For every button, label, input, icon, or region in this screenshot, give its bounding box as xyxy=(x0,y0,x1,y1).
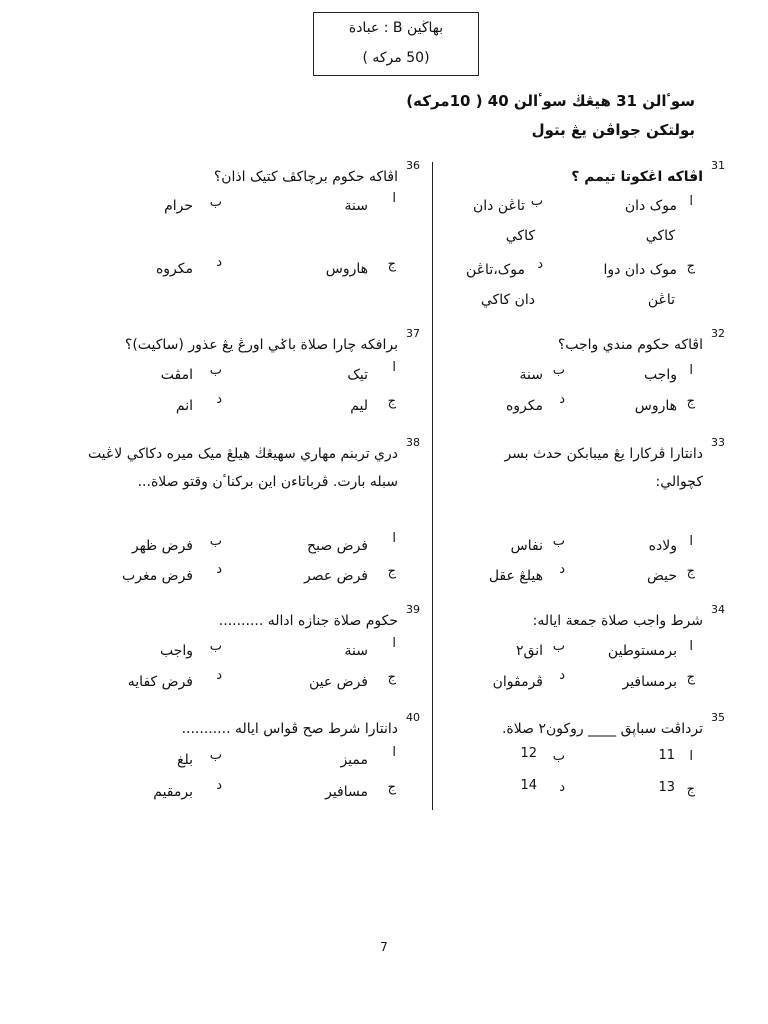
option-c: هاروس xyxy=(325,261,368,277)
option-letter-a: ا xyxy=(689,194,693,209)
option-c: 13 xyxy=(658,780,675,795)
option-c-cont: تاڠن xyxy=(647,292,675,308)
option-letter-d: د xyxy=(216,392,222,407)
option-c: ليم xyxy=(350,398,368,414)
section-title-box xyxy=(313,12,479,76)
option-letter-d: د xyxy=(559,780,565,795)
option-b: نفاس xyxy=(510,538,543,554)
option-a: سنة xyxy=(344,643,368,659)
option-letter-a: ا xyxy=(392,745,396,760)
option-a: مميز xyxy=(340,752,368,768)
question-stem: شرط واجب صلاة جمعة اياله: xyxy=(532,613,703,629)
option-a: برمستوطين xyxy=(607,643,677,659)
option-b-cont: کاکي xyxy=(505,228,535,244)
option-b: سنة xyxy=(519,367,543,383)
option-b: انق٢ xyxy=(516,643,543,659)
option-letter-a: ا xyxy=(689,363,693,378)
option-letter-d: د xyxy=(559,392,565,407)
option-d: انم xyxy=(175,398,193,414)
option-letter-a: ا xyxy=(689,639,693,654)
option-letter-c: ج xyxy=(387,257,396,272)
question-stem: اڤاکه حکوم مندي واجب؟ xyxy=(557,337,703,353)
option-d: فرض کفايه xyxy=(127,674,193,690)
question-number: 38 xyxy=(406,436,420,449)
option-d: 14 xyxy=(520,778,537,793)
option-a: تيک xyxy=(347,367,368,383)
option-b: واجب xyxy=(159,643,193,659)
question-number: 32 xyxy=(711,327,725,340)
option-letter-d: د xyxy=(537,257,543,272)
option-a: موک دان xyxy=(624,198,677,214)
option-letter-c: ج xyxy=(686,259,695,274)
option-b: 12 xyxy=(520,746,537,761)
option-letter-d: د xyxy=(216,668,222,683)
option-letter-c: ج xyxy=(686,782,695,797)
question-stem: دري تربنم مهاري سهيڠڬ هيلڠ ميک ميره دکاکي لاڠيت سبله بارت. ڤرباتاءن اين برکناٴن وقتو صلاة... xyxy=(87,446,398,490)
question-number: 37 xyxy=(406,327,420,340)
section-label: بهاڬين B : عبادة xyxy=(348,20,444,36)
option-letter-b: ب xyxy=(209,195,222,210)
question-number: 31 xyxy=(711,159,725,172)
option-letter-c: ج xyxy=(686,394,695,409)
question-number: 39 xyxy=(406,603,420,616)
option-letter-c: ج xyxy=(387,780,396,795)
question-stem: اڤاکه اڠکوتا تيمم ؟ xyxy=(571,169,703,185)
option-letter-b: ب xyxy=(209,534,222,549)
option-b: امڤت xyxy=(160,367,193,383)
question-number: 40 xyxy=(406,711,420,724)
question-stem: ترداڤت سباڽق ____ روکون٢ صلاة. xyxy=(501,721,703,737)
option-a: واجب xyxy=(643,367,677,383)
option-letter-b: ب xyxy=(552,363,565,378)
option-letter-d: د xyxy=(559,668,565,683)
option-d: برمقيم xyxy=(153,784,193,800)
question-stem: دانتارا ڤرکارا يڠ ميبابکن حدث بسر کچوالي: xyxy=(504,446,703,490)
question-number: 33 xyxy=(711,436,725,449)
option-letter-b: ب xyxy=(209,748,222,763)
option-letter-a: ا xyxy=(392,360,396,375)
option-letter-b: ب xyxy=(552,534,565,549)
option-letter-a: ا xyxy=(392,191,396,206)
option-c: موک دان دوا xyxy=(603,262,677,278)
option-letter-b: ب xyxy=(552,639,565,654)
option-a: ولاده xyxy=(648,538,677,554)
option-c: هاروس xyxy=(634,398,677,414)
option-letter-c: ج xyxy=(387,564,396,579)
page-number: 7 xyxy=(380,940,388,954)
question-number: 35 xyxy=(711,711,725,724)
option-c: حيض xyxy=(646,568,677,584)
option-letter-c: ج xyxy=(387,670,396,685)
option-b: فرض ظهر xyxy=(131,538,193,554)
option-a: فرض صبح xyxy=(307,538,368,554)
question-36 xyxy=(66,159,420,323)
instruction-range: سوٴالن 31 هيڠڬ سوٴالن 40 ( 10مرکه) xyxy=(406,92,695,110)
question-31 xyxy=(371,159,725,323)
option-letter-c: ج xyxy=(686,670,695,685)
question-stem: برافکه چارا صلاة باݢي اورڠ يڠ عذور (ساکيت)؟ xyxy=(124,337,398,353)
option-letter-b: ب xyxy=(209,363,222,378)
option-b: حرام xyxy=(164,198,193,214)
option-d: مکروه xyxy=(505,398,543,414)
option-letter-d: د xyxy=(216,255,222,270)
instruction-text: بولتکن جواڤن يڠ بتول xyxy=(531,121,695,139)
option-c: برمسافير xyxy=(622,674,677,690)
option-b: تاڠن دان xyxy=(472,198,525,214)
option-a: سنة xyxy=(344,198,368,214)
option-c: فرض عين xyxy=(308,674,368,690)
option-letter-d: د xyxy=(216,778,222,793)
question-number: 34 xyxy=(711,603,725,616)
question-number: 36 xyxy=(406,159,420,172)
option-letter-a: ا xyxy=(689,749,693,764)
option-a-cont: کاکي xyxy=(645,228,675,244)
section-marks: (50 مرکه ) xyxy=(362,50,430,66)
option-c: مسافير xyxy=(325,784,368,800)
option-letter-a: ا xyxy=(392,531,396,546)
option-letter-a: ا xyxy=(689,534,693,549)
question-stem: حکوم صلاة جنازه اداله .......... xyxy=(218,613,398,629)
option-d: مکروه xyxy=(155,261,193,277)
option-b: بلغ xyxy=(177,752,193,768)
option-letter-d: د xyxy=(216,562,222,577)
option-c: فرض عصر xyxy=(303,568,368,584)
question-stem: دانتارا شرط صح ڤواس اياله ........... xyxy=(181,721,398,737)
option-letter-d: د xyxy=(559,562,565,577)
option-letter-c: ج xyxy=(686,564,695,579)
option-letter-b: ب xyxy=(552,749,565,764)
option-d-cont: دان کاکي xyxy=(480,292,535,308)
question-38 xyxy=(66,436,420,600)
option-letter-c: ج xyxy=(387,394,396,409)
question-40 xyxy=(66,711,420,875)
option-letter-b: ب xyxy=(209,639,222,654)
question-33 xyxy=(371,436,725,600)
option-d: موک،تاڠن xyxy=(466,262,525,278)
option-d: ڤرمڤوان xyxy=(492,674,543,690)
option-letter-b: ب xyxy=(530,194,543,209)
option-d: هيلڠ عقل xyxy=(488,568,543,584)
option-d: فرض مغرب xyxy=(122,568,193,584)
option-a: 11 xyxy=(658,748,675,763)
question-stem: اڤاکه حکوم برچاکڤ کتيک اذان؟ xyxy=(213,169,398,185)
question-35 xyxy=(371,711,725,875)
option-letter-a: ا xyxy=(392,636,396,651)
